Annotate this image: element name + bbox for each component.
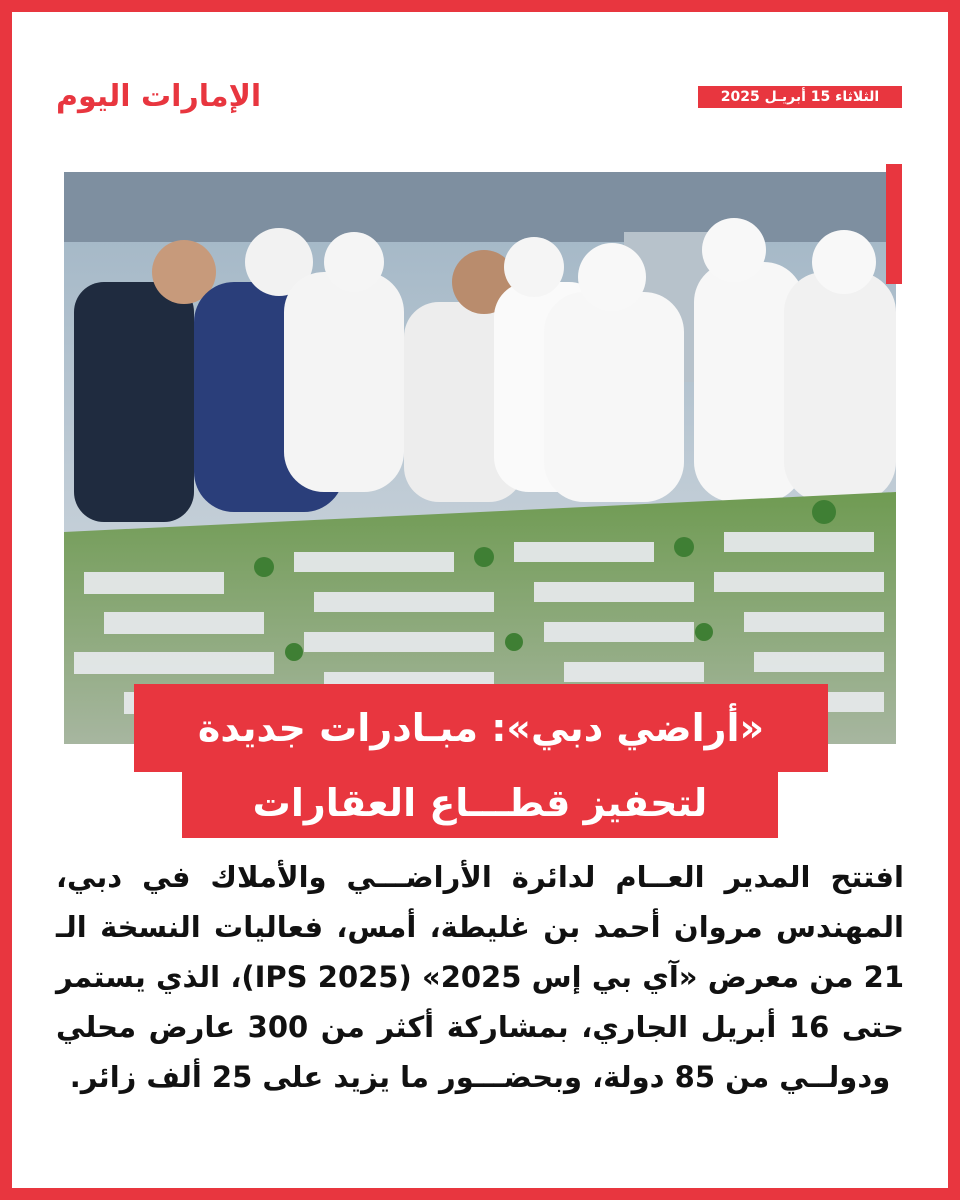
date-badge: الثلاثاء 15 أبريـل 2025 [698, 86, 902, 108]
masthead-logo: الإمارات اليوم [56, 79, 262, 114]
news-photo [64, 172, 896, 744]
headline-line-1: «أراضي دبي»: مبـادرات جديدة [134, 684, 828, 772]
article-body: افتتح المدير العــام لدائرة الأراضـــي والأملاك في دبي، المهندس مروان أحمد بن غليطة، أمس، فعاليات النسخة الـ 21 من معرض «آي بي إس 2025» (IPS 2025)، الذي يستمر حتى 16 أبريل الجاري، بمشاركة أكثر من 300 عارض محلي ودولــي من 85 دولة، وبحضـــور ما يزيد على 25 ألف زائر. [56, 860, 904, 1094]
photo-exhibition-model-icon [64, 172, 896, 744]
photo-corner-accent [886, 164, 902, 284]
headline-line-2: لتحفيز قطـــاع العقارات [182, 772, 778, 838]
